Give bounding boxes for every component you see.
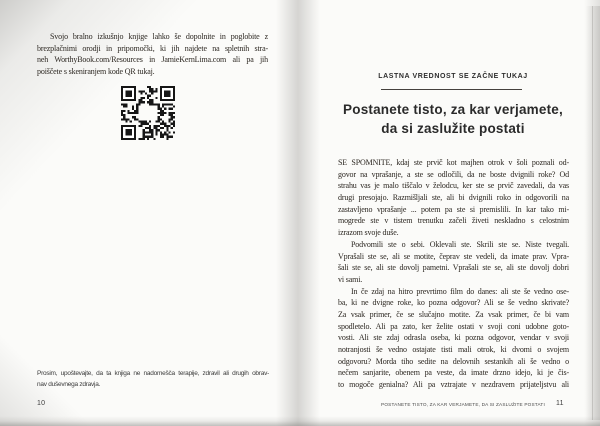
chapter-title: [318, 101, 588, 138]
chapter-kicker: LASTNA VREDNOST SE ZAČNE TUKAJ: [378, 73, 528, 80]
text-line: brezplačnimi orodji in pripomočki, ki jih najdete na spletnih stra-: [37, 43, 268, 53]
text-line: ba, ki ne dvigne roke, ko pozna odgovor? Ali se še vedno skrivate?: [338, 298, 569, 308]
text-line: zastavljeno vprašanje ... potem pa ste si premislili. In kar tako mi-: [338, 204, 569, 214]
text-line: drugi presojajo. Razmišljali ste, ali bi dvignili roko in odgovorili na: [338, 193, 569, 203]
text-line: spodletelo. Ali pa zato, ker želite ostati v svoji coni udobne goto-: [338, 321, 569, 331]
text-line: SE SPOMNITE, kdaj ste prvič kot majhen otrok v šoli poznali od-: [338, 158, 569, 167]
running-footer: POSTANETE TISTO, ZA KAR VERJAMETE, DA SI ZASLUŽITE POSTATI: [381, 402, 545, 407]
page-number-right: 11: [556, 400, 564, 407]
body-text: [338, 157, 569, 391]
text-line: poiščete s skeniranjem kode QR tukaj.: [37, 67, 155, 77]
text-line: izrazom svoje duše.: [338, 228, 399, 238]
gutter-shadow: [276, 0, 320, 426]
text-line: odgovoru? Morda tiho sedite na delovnih sestankih ali še vedno o: [338, 356, 569, 366]
chapter-title-line: da si zaslužite postati: [381, 120, 525, 136]
text-line: vi sami.: [338, 274, 363, 284]
text-line: Svojo bralno izkušnjo knjige lahko še dopolnite in poglobite z: [50, 32, 268, 41]
text-line: govor na vprašanje, a ste se odločili, da ne boste dvignili roke? Od: [338, 169, 569, 179]
text-line: Podvomili ste o sebi. Oklevali ste. Skrili ste se. Niste tvegali.: [351, 239, 569, 249]
text-line: strahu vas je malo tiščalo v želodcu, ker ste se prvič zavedali, da vas: [338, 181, 569, 191]
text-line: nav duševnega zdravja.: [37, 380, 101, 388]
text-line: neh WorthyBook.com/Resources in JamieKernLima.com ali pa jih: [37, 55, 268, 65]
kicker-divider: [381, 89, 522, 90]
text-line: šali ste se, ali ste dovolj pametni. Vprašali ste se, ali ste dovolj dobri: [338, 263, 569, 273]
page-edge-stack: [584, 6, 600, 420]
text-line: Za vsak primer, če se slučajno motite. Za vsak primer, če bi vam: [338, 309, 569, 319]
text-line: mogrede ste v tistem trenutku začeli živeti neskladno s celostnim: [338, 216, 569, 226]
disclaimer-footnote: [37, 369, 269, 390]
text-line: In če zdaj na hitro prevrtimo film do danes: ali ste še vedno ose-: [351, 286, 569, 296]
intro-paragraph: [37, 31, 268, 78]
text-line: notranjosti še vedno ostajate tisti mali otrok, ki dvomi o svojem: [338, 345, 569, 354]
chapter-title-line: Postanete tisto, za kar verjamete,: [343, 102, 563, 117]
text-line: vosti. Ali ste zdaj odrasla oseba, ki pozna odgovor, vendar v svoji: [338, 333, 569, 343]
text-line: Vprašali ste se, ali se motite, čeprav ste vedeli, da imate prav. Vpra-: [338, 251, 569, 261]
text-line: nečem sanjarite, obenem pa veste, da imate drzno idejo, ki je čis-: [338, 368, 569, 378]
text-line: to mogoče genialna? Ali pa vztrajate v nezdravem prijateljstvu ali: [338, 380, 569, 390]
page-number-left: 10: [37, 400, 46, 407]
text-line: Prosim, upoštevajte, da ta knjiga ne nadomešča terapije, zdravil ali drugih obrav-: [37, 370, 269, 377]
qr-code-icon: [121, 86, 175, 140]
